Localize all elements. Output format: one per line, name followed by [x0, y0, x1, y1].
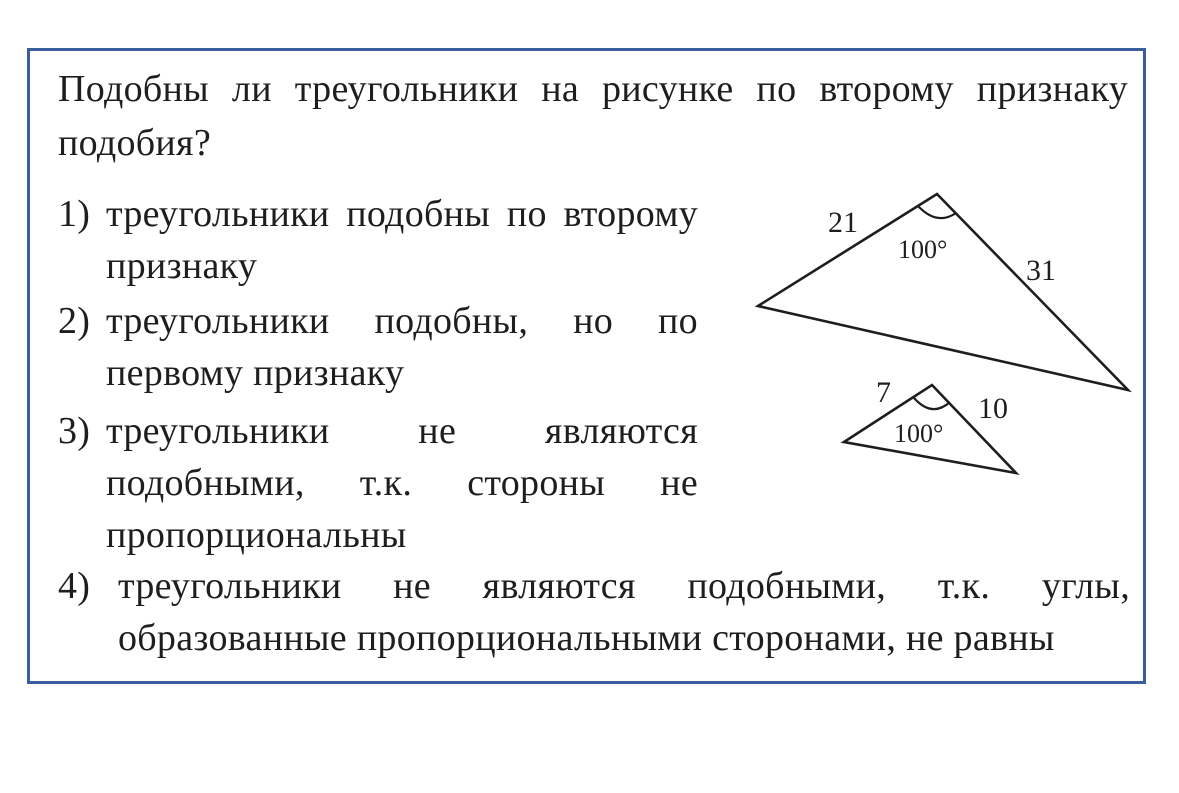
- option-text: треугольники не являются подобными, т.к. стороны не пропорциональны: [106, 410, 698, 556]
- option-number: 1): [58, 193, 91, 235]
- option-number: 3): [58, 410, 91, 452]
- answer-option-3[interactable]: [58, 405, 708, 565]
- large-side-right-label: 31: [1026, 254, 1056, 287]
- option-text: треугольники не являются подобными, т.к. углы, образованные пропорциональными сторонами, не равны: [118, 565, 1130, 659]
- option-number: 2): [58, 300, 91, 342]
- large-side-left-label: 21: [828, 206, 858, 239]
- answer-option-2[interactable]: [58, 295, 708, 405]
- option-text: треугольники подобны по второму признаку: [106, 193, 698, 287]
- small-side-right-label: 10: [978, 392, 1008, 425]
- answer-option-1[interactable]: [58, 188, 708, 298]
- question-text: Подобны ли треугольники на рисунке по второму признаку подобия?: [58, 68, 1128, 164]
- answer-option-4[interactable]: [58, 560, 1133, 670]
- triangles-figure: [740, 180, 1140, 480]
- large-angle-label: 100°: [898, 235, 948, 264]
- triangles-drawing: [740, 180, 1140, 480]
- small-angle-label: 100°: [894, 419, 944, 448]
- option-number: 4): [58, 565, 91, 607]
- small-side-left-label: 7: [876, 376, 891, 409]
- large-triangle: [758, 194, 1128, 390]
- option-text: треугольники подобны, но по первому признаку: [106, 300, 698, 394]
